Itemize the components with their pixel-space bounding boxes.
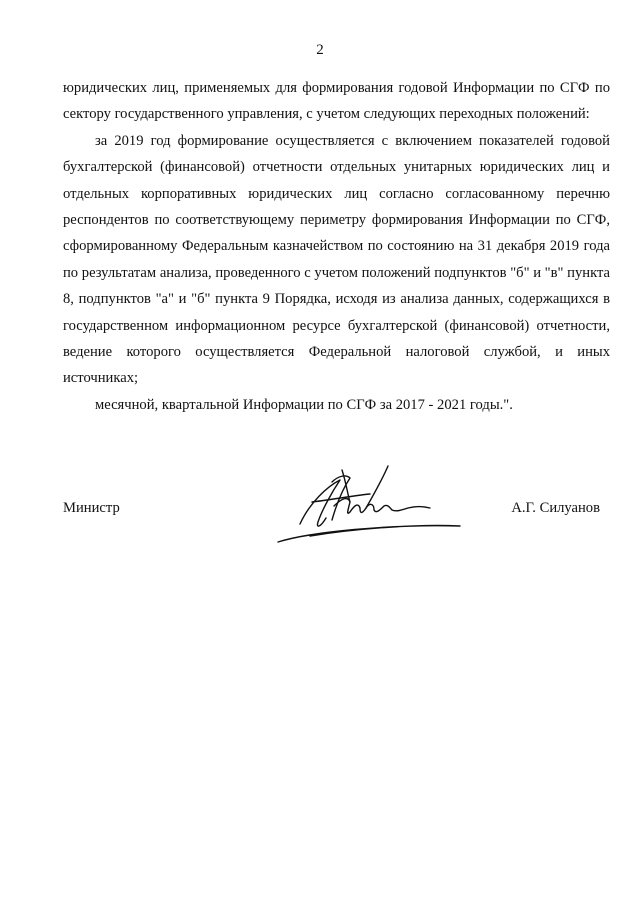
- paragraph-continuation: юридических лиц, применяемых для формирования годовой Информации по СГФ по сектору государственного управления, с учетом следующих переходных положений:: [63, 80, 610, 123]
- paragraph-transition-monthly: месячной, квартальной Информации по СГФ за 2017 - 2021 годы.".: [95, 396, 513, 413]
- document-body: [63, 75, 610, 418]
- page-number: 2: [316, 42, 324, 58]
- signature-block: [0, 462, 640, 552]
- handwritten-signature: [270, 462, 470, 552]
- paragraph-transition-2019: за 2019 год формирование осуществляется с включением показателей годовой бухгалтерской (финансовой) отчетности отдельных унитарных юридических лиц и отдельных корпоративных юридических лиц согласно согласованному перечню респондентов по соответствующему периметру формирования Информации по СГФ, сформированному Федеральным казначейством по состоянию на 31 декабря 2019 года по результатам анализа, проведенного с учетом положений подпунктов "б" и "в" пункта 8, подпунктов "а" и "б" пункта 9 Порядка, исходя из анализа данных, содержащихся в государственном информационном ресурсе бухгалтерской (финансовой) отчетности, ведение которого осуществляется Федеральной налоговой службой, и иных источниках;: [63, 132, 610, 387]
- signatory-position: Министр: [63, 500, 120, 516]
- signatory-name: А.Г. Силуанов: [511, 500, 600, 516]
